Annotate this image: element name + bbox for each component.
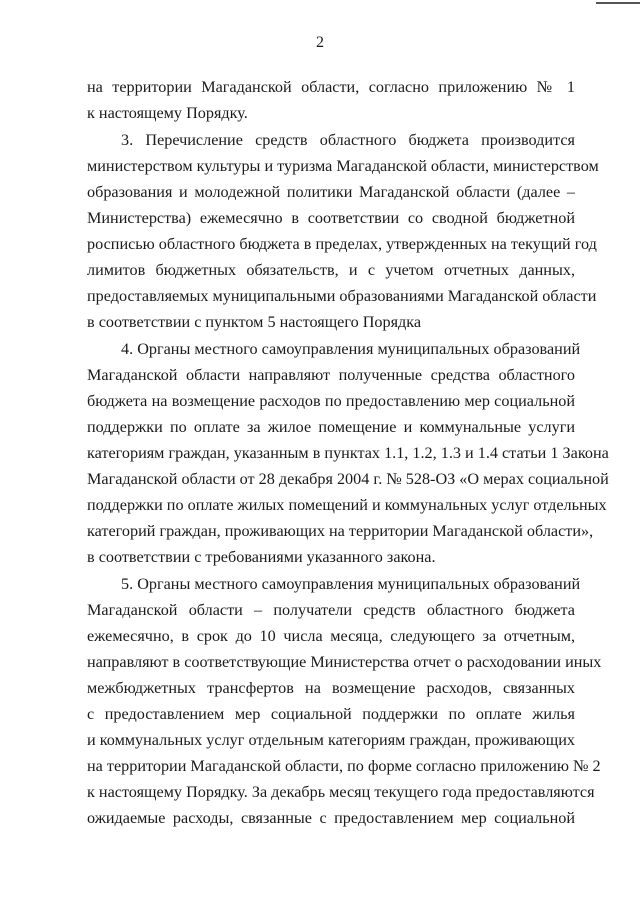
paragraph-3-start: 3. Перечисление средств областного бюджета производится (121, 131, 575, 149)
paragraph-5-start: 5. Органы местного самоуправления муниципальных образований (121, 575, 581, 593)
text-line: образования и молодежной политики Магаданской области (далее – (87, 183, 575, 201)
text-line: в соответствии с пунктом 5 настоящего Порядка (87, 313, 422, 331)
text-line: поддержки по оплате за жилое помещение и коммунальные услуги (87, 418, 575, 436)
text-line: Магаданской области – получатели средств областного бюджета (87, 601, 575, 619)
text-line: поддержки по оплате жилых помещений и коммунальных услуг отдельных (87, 496, 607, 514)
text-line: лимитов бюджетных обязательств, и с учетом отчетных данных, (87, 261, 575, 279)
text-line: на территории Магаданской области, по форме согласно приложению № 2 (87, 757, 601, 775)
text-line: ежемесячно, в срок до 10 числа месяца, следующего за отчетным, (87, 627, 575, 645)
text-line: направляют в соответствующие Министерства отчет о расходовании иных (87, 653, 602, 671)
text-line: росписью областного бюджета в пределах, утвержденных на текущий год (87, 235, 597, 253)
text-line: к настоящему Порядку. За декабрь месяц текущего года предоставляются (87, 783, 595, 801)
text-line: с предоставлением мер социальной поддержки по оплате жилья (87, 705, 575, 723)
text-line: Магаданской области от 28 декабря 2004 г. № 528-ОЗ «О мерах социальной (87, 470, 609, 488)
text-line: ожидаемые расходы, связанные с предоставлением мер социальной (87, 809, 575, 827)
text-line: межбюджетных трансфертов на возмещение расходов, связанных (87, 679, 575, 697)
text-line: в соответствии с требованиями указанного закона. (87, 548, 436, 566)
paragraph-4-start: 4. Органы местного самоуправления муниципальных образований (121, 340, 581, 358)
text-line: и коммунальных услуг отдельным категориям граждан, проживающих (87, 731, 575, 749)
text-line: на территории Магаданской области, согласно приложению № 1 (87, 78, 575, 96)
text-line: к настоящему Порядку. (87, 104, 248, 122)
text-line: Министерства) ежемесячно в соответствии со сводной бюджетной (87, 209, 575, 227)
text-line: категорий граждан, проживающих на территории Магаданской области», (87, 522, 594, 540)
text-line: категориям граждан, указанным в пунктах 1.1, 1.2, 1.3 и 1.4 статьи 1 Закона (87, 444, 609, 462)
scan-corner-mark (596, 2, 640, 4)
text-line: бюджета на возмещение расходов по предоставлению мер социальной (87, 392, 575, 410)
text-line: предоставляемых муниципальными образованиями Магаданской области (87, 287, 597, 305)
text-line: министерством культуры и туризма Магаданской области, министерством (87, 157, 599, 175)
page-number: 2 (316, 34, 324, 51)
text-line: Магаданской области направляют полученные средства областного (87, 366, 575, 384)
